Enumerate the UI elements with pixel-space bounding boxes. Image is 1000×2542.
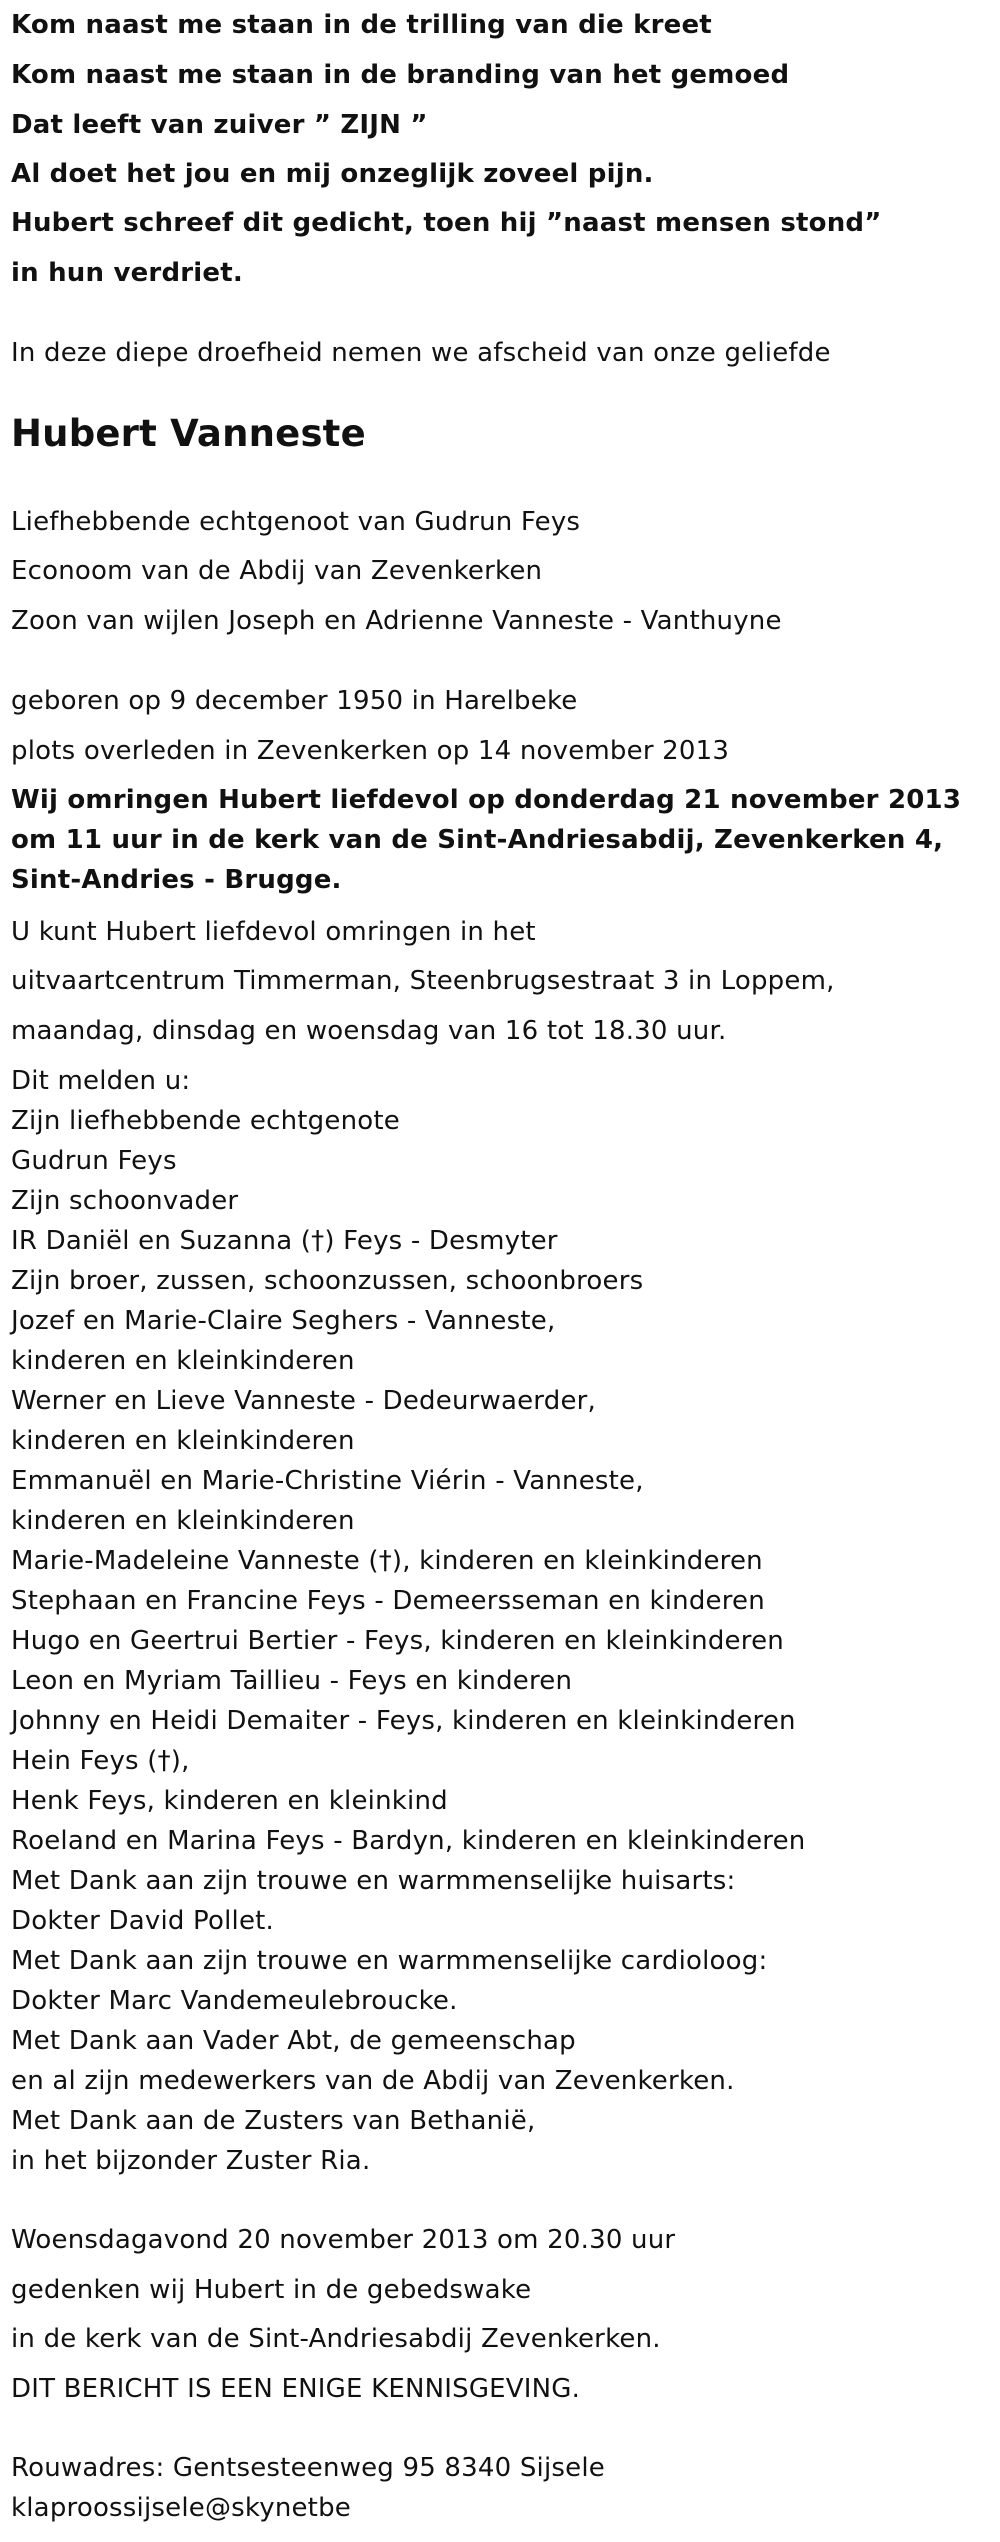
announcer-line: Jozef en Marie-Claire Seghers - Vanneste, [11,1306,556,1336]
announcer-line: Leon en Myriam Taillieu - Feys en kinderen [11,1666,573,1696]
intro-text: In deze diepe droefheid nemen we afscheid van onze geliefde [11,338,831,368]
announcer-line: Met Dank aan Vader Abt, de gemeenschap [11,2026,576,2056]
announcer-line: Zijn liefhebbende echtgenote [11,1106,400,1136]
visitation-line-2: uitvaartcentrum Timmerman, Steenbrugsestraat 3 in Loppem, [11,966,835,996]
poem-line-4: Al doet het jou en mij onzeglijk zoveel pijn. [11,159,654,189]
announcer-line: Met Dank aan de Zusters van Bethanië, [11,2106,536,2136]
announcer-line: Emmanuël en Marie-Christine Viérin - Vanneste, [11,1466,644,1496]
announcer-line: en al zijn medewerkers van de Abdij van Zevenkerken. [11,2066,735,2096]
contact-email[interactable]: klaproossijsele@skynetbe [11,2493,351,2523]
announcer-line: Zijn broer, zussen, schoonzussen, schoonbroers [11,1266,644,1296]
announcer-line: Werner en Lieve Vanneste - Dedeurwaerder, [11,1386,596,1416]
announcer-line: Johnny en Heidi Demaiter - Feys, kinderen en kleinkinderen [11,1706,796,1736]
announcer-line: kinderen en kleinkinderen [11,1426,355,1456]
deceased-name: Hubert Vanneste [11,412,366,455]
announcer-line: Zijn schoonvader [11,1186,239,1216]
announcer-line: Henk Feys, kinderen en kleinkind [11,1786,448,1816]
relation-parents: Zoon van wijlen Joseph en Adrienne Vanneste - Vanthuyne [11,606,782,636]
mourning-address: Rouwadres: Gentsesteenweg 95 8340 Sijsele [11,2453,605,2483]
announcer-line: Hugo en Geertrui Bertier - Feys, kinderen en kleinkinderen [11,1626,784,1656]
notice-statement: DIT BERICHT IS EEN ENIGE KENNISGEVING. [11,2374,581,2404]
announcer-line: Hein Feys (†), [11,1746,190,1776]
visitation-line-1: U kunt Hubert liefdevol omringen in het [11,917,536,947]
announcer-line: Gudrun Feys [11,1146,177,1176]
relation-occupation: Econoom van de Abdij van Zevenkerken [11,556,543,586]
poem-line-6: in hun verdriet. [11,258,243,288]
announcer-line: Dokter David Pollet. [11,1906,275,1936]
poem-line-1: Kom naast me staan in de trilling van die kreet [11,10,712,40]
vigil-line-2: gedenken wij Hubert in de gebedswake [11,2275,532,2305]
announcer-line: Marie-Madeleine Vanneste (†), kinderen en kleinkinderen [11,1546,763,1576]
announcer-line: Dit melden u: [11,1066,191,1096]
poem-line-2: Kom naast me staan in de branding van het gemoed [11,60,790,90]
poem-line-3: Dat leeft van zuiver ” ZIJN ” [11,110,428,140]
announcer-line: Met Dank aan zijn trouwe en warmmenselijke huisarts: [11,1866,736,1896]
announcer-line: Roeland en Marina Feys - Bardyn, kinderen en kleinkinderen [11,1826,806,1856]
birth-date: geboren op 9 december 1950 in Harelbeke [11,686,578,716]
funeral-notice: Wij omringen Hubert liefdevol op donderdag 21 november 2013 om 11 uur in de kerk van de Sint-Andriesabdij, Zevenkerken 4, Sint-Andries - Brugge. [11,785,962,895]
poem-line-5: Hubert schreef dit gedicht, toen hij ”naast mensen stond” [11,208,882,238]
vigil-line-3: in de kerk van de Sint-Andriesabdij Zevenkerken. [11,2324,661,2354]
announcer-line: kinderen en kleinkinderen [11,1506,355,1536]
announcer-line: kinderen en kleinkinderen [11,1346,355,1376]
relation-spouse: Liefhebbende echtgenoot van Gudrun Feys [11,507,581,537]
announcer-line: IR Daniël en Suzanna (†) Feys - Desmyter [11,1226,558,1256]
announcer-line: Stephaan en Francine Feys - Demeersseman en kinderen [11,1586,765,1616]
death-date: plots overleden in Zevenkerken op 14 november 2013 [11,736,730,766]
vigil-line-1: Woensdagavond 20 november 2013 om 20.30 uur [11,2225,676,2255]
announcer-line: Dokter Marc Vandemeulebroucke. [11,1986,458,2016]
visitation-line-3: maandag, dinsdag en woensdag van 16 tot 18.30 uur. [11,1016,727,1046]
announcer-line: in het bijzonder Zuster Ria. [11,2146,371,2176]
announcer-line: Met Dank aan zijn trouwe en warmmenselijke cardioloog: [11,1946,768,1976]
